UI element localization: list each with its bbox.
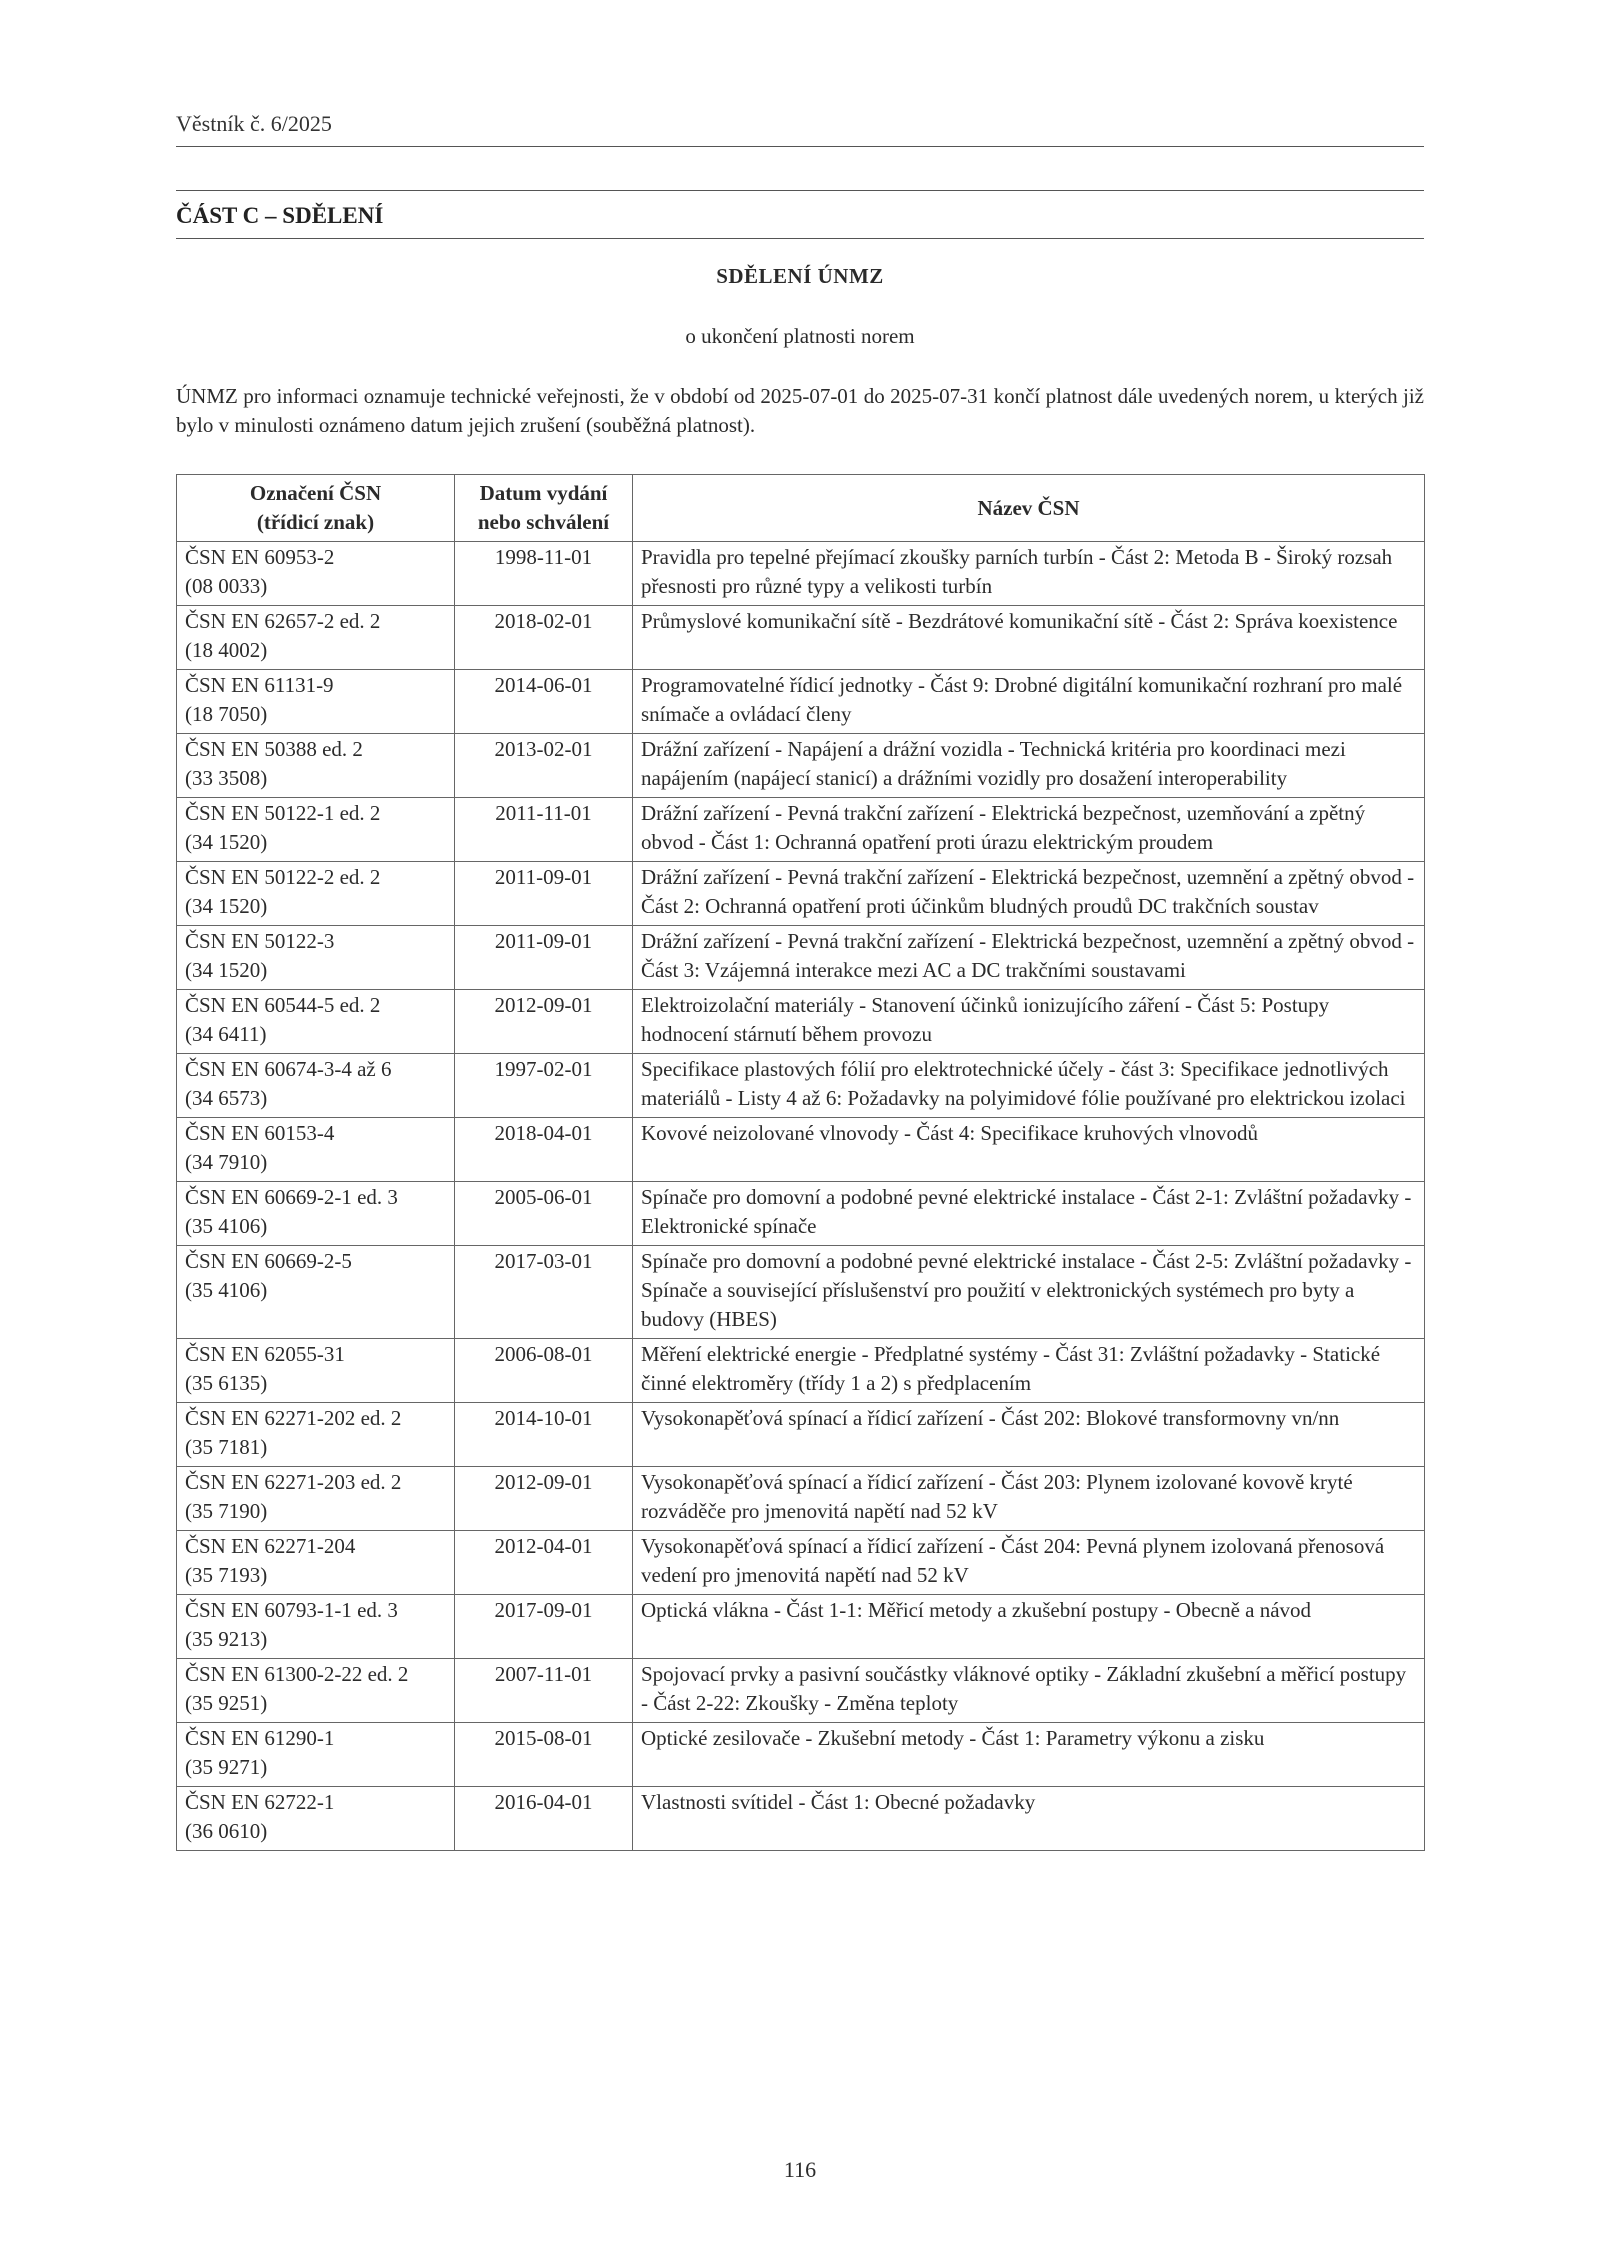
sort-code: (35 6135) [185, 1371, 268, 1395]
designation-cell [177, 1246, 455, 1339]
designation-cell [177, 606, 455, 670]
header-designation-line2: (třídicí znak) [256, 510, 375, 534]
issue-date: 2011-09-01 [455, 862, 633, 926]
table-body [177, 542, 1425, 1851]
standard-code: ČSN EN 50122-2 ed. 2 [185, 865, 381, 889]
standard-code: ČSN EN 60153-4 [185, 1121, 335, 1145]
designation-cell [177, 1595, 455, 1659]
designation-cell [177, 1118, 455, 1182]
issue-date: 2012-09-01 [455, 1467, 633, 1531]
standard-title: Pravidla pro tepelné přejímací zkoušky parních turbín - Část 2: Metoda B - Široký rozsah přesnosti pro různé typy a velikosti turbín [633, 542, 1425, 606]
standard-title: Průmyslové komunikační sítě - Bezdrátové komunikační sítě - Část 2: Správa koexistence [633, 606, 1425, 670]
designation-cell [177, 1054, 455, 1118]
issue-date: 2011-11-01 [455, 798, 633, 862]
table-row [177, 1339, 1425, 1403]
designation-cell [177, 1787, 455, 1851]
standard-title: Vysokonapěťová spínací a řídicí zařízení - Část 203: Plynem izolované kovově kryté rozváděče pro jmenovitá napětí nad 52 kV [633, 1467, 1425, 1531]
standard-title: Programovatelné řídicí jednotky - Část 9: Drobné digitální komunikační rozhraní pro malé snímače a ovládací členy [633, 670, 1425, 734]
standard-code: ČSN EN 62722-1 [185, 1790, 335, 1814]
sort-code: (18 4002) [185, 638, 268, 662]
page-number: 116 [783, 2157, 817, 2182]
standard-code: ČSN EN 61300-2-22 ed. 2 [185, 1662, 409, 1686]
standard-code: ČSN EN 61290-1 [185, 1726, 335, 1750]
standard-code: ČSN EN 50122-1 ed. 2 [185, 801, 381, 825]
table-row [177, 1531, 1425, 1595]
designation-cell [177, 1403, 455, 1467]
standard-code: ČSN EN 60674-3-4 až 6 [185, 1057, 392, 1081]
sort-code: (35 9271) [185, 1755, 268, 1779]
table-row [177, 1403, 1425, 1467]
sort-code: (34 1520) [185, 958, 268, 982]
issue-date: 2015-08-01 [455, 1723, 633, 1787]
table-row [177, 1118, 1425, 1182]
standard-title: Drážní zařízení - Pevná trakční zařízení - Elektrická bezpečnost, uzemnění a zpětný obvod - Část 2: Ochranná opatření proti účinkům bludných proudů DC trakčních soustav [633, 862, 1425, 926]
issue-date: 2014-06-01 [455, 670, 633, 734]
issue-date: 2013-02-01 [455, 734, 633, 798]
table-row [177, 1054, 1425, 1118]
header-designation-line1: Označení ČSN [249, 481, 382, 505]
issue-date: 2006-08-01 [455, 1339, 633, 1403]
issue-date: 2017-09-01 [455, 1595, 633, 1659]
standard-title: Spínače pro domovní a podobné pevné elektrické instalace - Část 2-5: Zvláštní požadavky - Spínače a související příslušenství pro použití v elektronických systémech pro byty a budovy (HBES) [633, 1246, 1425, 1339]
designation-cell [177, 1339, 455, 1403]
standard-code: ČSN EN 62055-31 [185, 1342, 345, 1366]
designation-cell [177, 1182, 455, 1246]
sort-code: (33 3508) [185, 766, 268, 790]
table-row [177, 862, 1425, 926]
designation-cell [177, 1467, 455, 1531]
sort-code: (35 9251) [185, 1691, 268, 1715]
designation-cell [177, 798, 455, 862]
standard-title: Spojovací prvky a pasivní součástky vláknové optiky - Základní zkušební a měřicí postupy - Část 2-22: Zkoušky - Změna teploty [633, 1659, 1425, 1723]
standard-title: Spínače pro domovní a podobné pevné elektrické instalace - Část 2-1: Zvláštní požadavky - Elektronické spínače [633, 1182, 1425, 1246]
issue-date: 2018-04-01 [455, 1118, 633, 1182]
designation-cell [177, 542, 455, 606]
standard-title: Kovové neizolované vlnovody - Část 4: Specifikace kruhových vlnovodů [633, 1118, 1425, 1182]
table-row [177, 798, 1425, 862]
sort-code: (35 7190) [185, 1499, 268, 1523]
standard-code: ČSN EN 60669-2-1 ed. 3 [185, 1185, 398, 1209]
table-row [177, 1246, 1425, 1339]
sort-code: (34 1520) [185, 894, 268, 918]
table-row [177, 1659, 1425, 1723]
designation-cell [177, 1659, 455, 1723]
section-title: ČÁST C – SDĚLENÍ [176, 203, 384, 228]
header-date-line1: Datum vydání [479, 481, 608, 505]
standard-code: ČSN EN 62271-203 ed. 2 [185, 1470, 402, 1494]
standard-title: Specifikace plastových fólií pro elektrotechnické účely - část 3: Specifikace jednotlivých materiálů - Listy 4 až 6: Požadavky na polyimidové fólie používané pro elektrickou izolaci [633, 1054, 1425, 1118]
section-rule-top [176, 190, 1424, 191]
standard-code: ČSN EN 50388 ed. 2 [185, 737, 363, 761]
table-row [177, 734, 1425, 798]
table-row [177, 990, 1425, 1054]
standard-code: ČSN EN 60953-2 [185, 545, 335, 569]
issue-date: 2007-11-01 [455, 1659, 633, 1723]
sort-code: (34 1520) [185, 830, 268, 854]
standard-title: Elektroizolační materiály - Stanovení účinků ionizujícího záření - Část 5: Postupy hodnocení stárnutí během provozu [633, 990, 1425, 1054]
sort-code: (34 7910) [185, 1150, 268, 1174]
standard-title: Drážní zařízení - Napájení a drážní vozidla - Technická kritéria pro koordinaci mezi napájením (napájecí stanicí) a drážními vozidly pro dosažení interoperability [633, 734, 1425, 798]
issue-date: 2014-10-01 [455, 1403, 633, 1467]
designation-cell [177, 862, 455, 926]
standard-title: Vlastnosti svítidel - Část 1: Obecné požadavky [633, 1787, 1425, 1851]
notice-intro: ÚNMZ pro informaci oznamuje technické veřejnosti, že v období od 2025-07-01 do 2025-07-31 končí platnost dále uvedených norem, u kterých již bylo v minulosti oznámeno datum jejich zrušení (souběžná platnost). [176, 384, 1424, 437]
standard-title: Měření elektrické energie - Předplatné systémy - Část 31: Zvláštní požadavky - Statické činné elektroměry (třídy 1 a 2) s předplacením [633, 1339, 1425, 1403]
standard-code: ČSN EN 60544-5 ed. 2 [185, 993, 381, 1017]
sort-code: (34 6411) [185, 1022, 267, 1046]
issue-date: 2005-06-01 [455, 1182, 633, 1246]
designation-cell [177, 670, 455, 734]
table-row [177, 606, 1425, 670]
designation-cell [177, 734, 455, 798]
issue-date: 1998-11-01 [455, 542, 633, 606]
standard-code: ČSN EN 61131-9 [185, 673, 334, 697]
designation-cell [177, 1723, 455, 1787]
issue-date: 2016-04-01 [455, 1787, 633, 1851]
standard-code: ČSN EN 60793-1-1 ed. 3 [185, 1598, 398, 1622]
sort-code: (35 7181) [185, 1435, 268, 1459]
standard-code: ČSN EN 60669-2-5 [185, 1249, 352, 1273]
standards-table [176, 474, 1425, 1851]
sort-code: (35 4106) [185, 1278, 268, 1302]
notice-title: SDĚLENÍ ÚNMZ [716, 264, 884, 288]
designation-cell [177, 926, 455, 990]
table-row [177, 1467, 1425, 1531]
standard-title: Drážní zařízení - Pevná trakční zařízení - Elektrická bezpečnost, uzemnění a zpětný obvod - Část 3: Vzájemná interakce mezi AC a DC trakčními soustavami [633, 926, 1425, 990]
table-header-row [177, 475, 1425, 542]
issue-date: 2018-02-01 [455, 606, 633, 670]
table-row [177, 1723, 1425, 1787]
standard-code: ČSN EN 62271-202 ed. 2 [185, 1406, 402, 1430]
table-row [177, 926, 1425, 990]
sort-code: (34 6573) [185, 1086, 268, 1110]
standard-code: ČSN EN 62657-2 ed. 2 [185, 609, 381, 633]
table-row [177, 670, 1425, 734]
table-row [177, 542, 1425, 606]
designation-cell [177, 990, 455, 1054]
standard-title: Drážní zařízení - Pevná trakční zařízení - Elektrická bezpečnost, uzemňování a zpětný obvod - Část 1: Ochranná opatření proti úrazu elektrickým proudem [633, 798, 1425, 862]
standard-title: Optická vlákna - Část 1-1: Měřicí metody a zkušební postupy - Obecně a návod [633, 1595, 1425, 1659]
header-designation [177, 475, 455, 542]
standard-code: ČSN EN 62271-204 [185, 1534, 356, 1558]
section-rule-bottom [176, 238, 1424, 239]
sort-code: (18 7050) [185, 702, 268, 726]
sort-code: (08 0033) [185, 574, 268, 598]
issue-date: 2012-09-01 [455, 990, 633, 1054]
table-row [177, 1182, 1425, 1246]
header-rule [176, 146, 1424, 147]
issue-date: 1997-02-01 [455, 1054, 633, 1118]
issue-date: 2012-04-01 [455, 1531, 633, 1595]
header-title: Název ČSN [633, 475, 1425, 542]
header-date [455, 475, 633, 542]
standard-title: Vysokonapěťová spínací a řídicí zařízení - Část 202: Blokové transformovny vn/nn [633, 1403, 1425, 1467]
notice-subtitle: o ukončení platnosti norem [685, 324, 915, 348]
standard-title: Optické zesilovače - Zkušební metody - Část 1: Parametry výkonu a zisku [633, 1723, 1425, 1787]
standard-code: ČSN EN 50122-3 [185, 929, 335, 953]
header-date-line2: nebo schválení [477, 510, 610, 534]
sort-code: (35 9213) [185, 1627, 268, 1651]
sort-code: (35 7193) [185, 1563, 268, 1587]
issue-date: 2011-09-01 [455, 926, 633, 990]
sort-code: (35 4106) [185, 1214, 268, 1238]
standard-title: Vysokonapěťová spínací a řídicí zařízení - Část 204: Pevná plynem izolovaná přenosová vedení pro jmenovitá napětí nad 52 kV [633, 1531, 1425, 1595]
table-row [177, 1595, 1425, 1659]
journal-issue: Věstník č. 6/2025 [176, 111, 332, 136]
table-row [177, 1787, 1425, 1851]
issue-date: 2017-03-01 [455, 1246, 633, 1339]
designation-cell [177, 1531, 455, 1595]
sort-code: (36 0610) [185, 1819, 268, 1843]
